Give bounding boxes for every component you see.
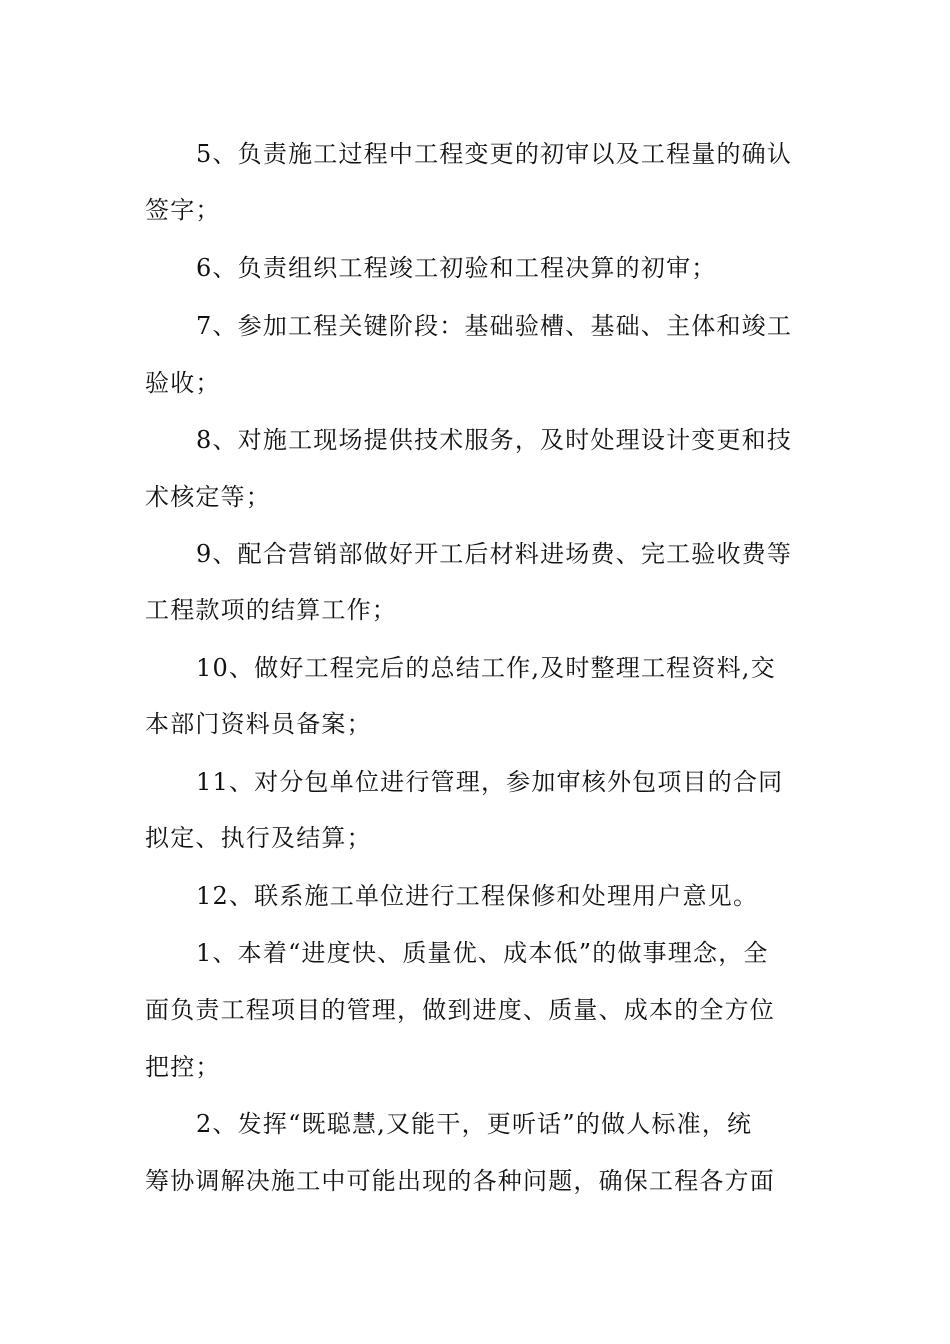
- text-line: 5、负责施工过程中工程变更的初审以及工程量的确认: [196, 140, 793, 168]
- text-line: 工程款项的结算工作；: [145, 596, 397, 624]
- text-line: 1、本着“进度快、质量优、成本低”的做事理念，全: [196, 939, 769, 967]
- text-line: 拟定、执行及结算；: [145, 824, 372, 852]
- text-line: 11、对分包单位进行管理，参加审核外包项目的合同: [196, 768, 784, 796]
- text-line: 6、负责组织工程竣工初验和工程决算的初审；: [196, 254, 717, 282]
- text-line: 术核定等；: [145, 483, 271, 511]
- text-line: 验收；: [145, 369, 221, 397]
- text-line: 10、做好工程完后的总结工作,及时整理工程资料,交: [196, 654, 776, 682]
- text-line: 面负责工程项目的管理，做到进度、质量、成本的全方位: [145, 996, 775, 1024]
- text-line: 2、发挥“既聪慧,又能干，更听话”的做人标准，统: [196, 1110, 753, 1138]
- text-line: 9、配合营销部做好开工后材料进场费、完工验收费等: [196, 540, 793, 568]
- text-line: 7、参加工程关键阶段：基础验槽、基础、主体和竣工: [196, 312, 793, 340]
- text-line: 把控；: [145, 1053, 221, 1081]
- text-line: 本部门资料员备案；: [145, 710, 372, 738]
- text-line: 签字；: [145, 196, 221, 224]
- text-line: 12、联系施工单位进行工程保修和处理用户意见。: [196, 882, 759, 910]
- text-line: 8、对施工现场提供技术服务，及时处理设计变更和技: [196, 426, 793, 454]
- text-line: 筹协调解决施工中可能出现的各种问题，确保工程各方面: [145, 1167, 775, 1195]
